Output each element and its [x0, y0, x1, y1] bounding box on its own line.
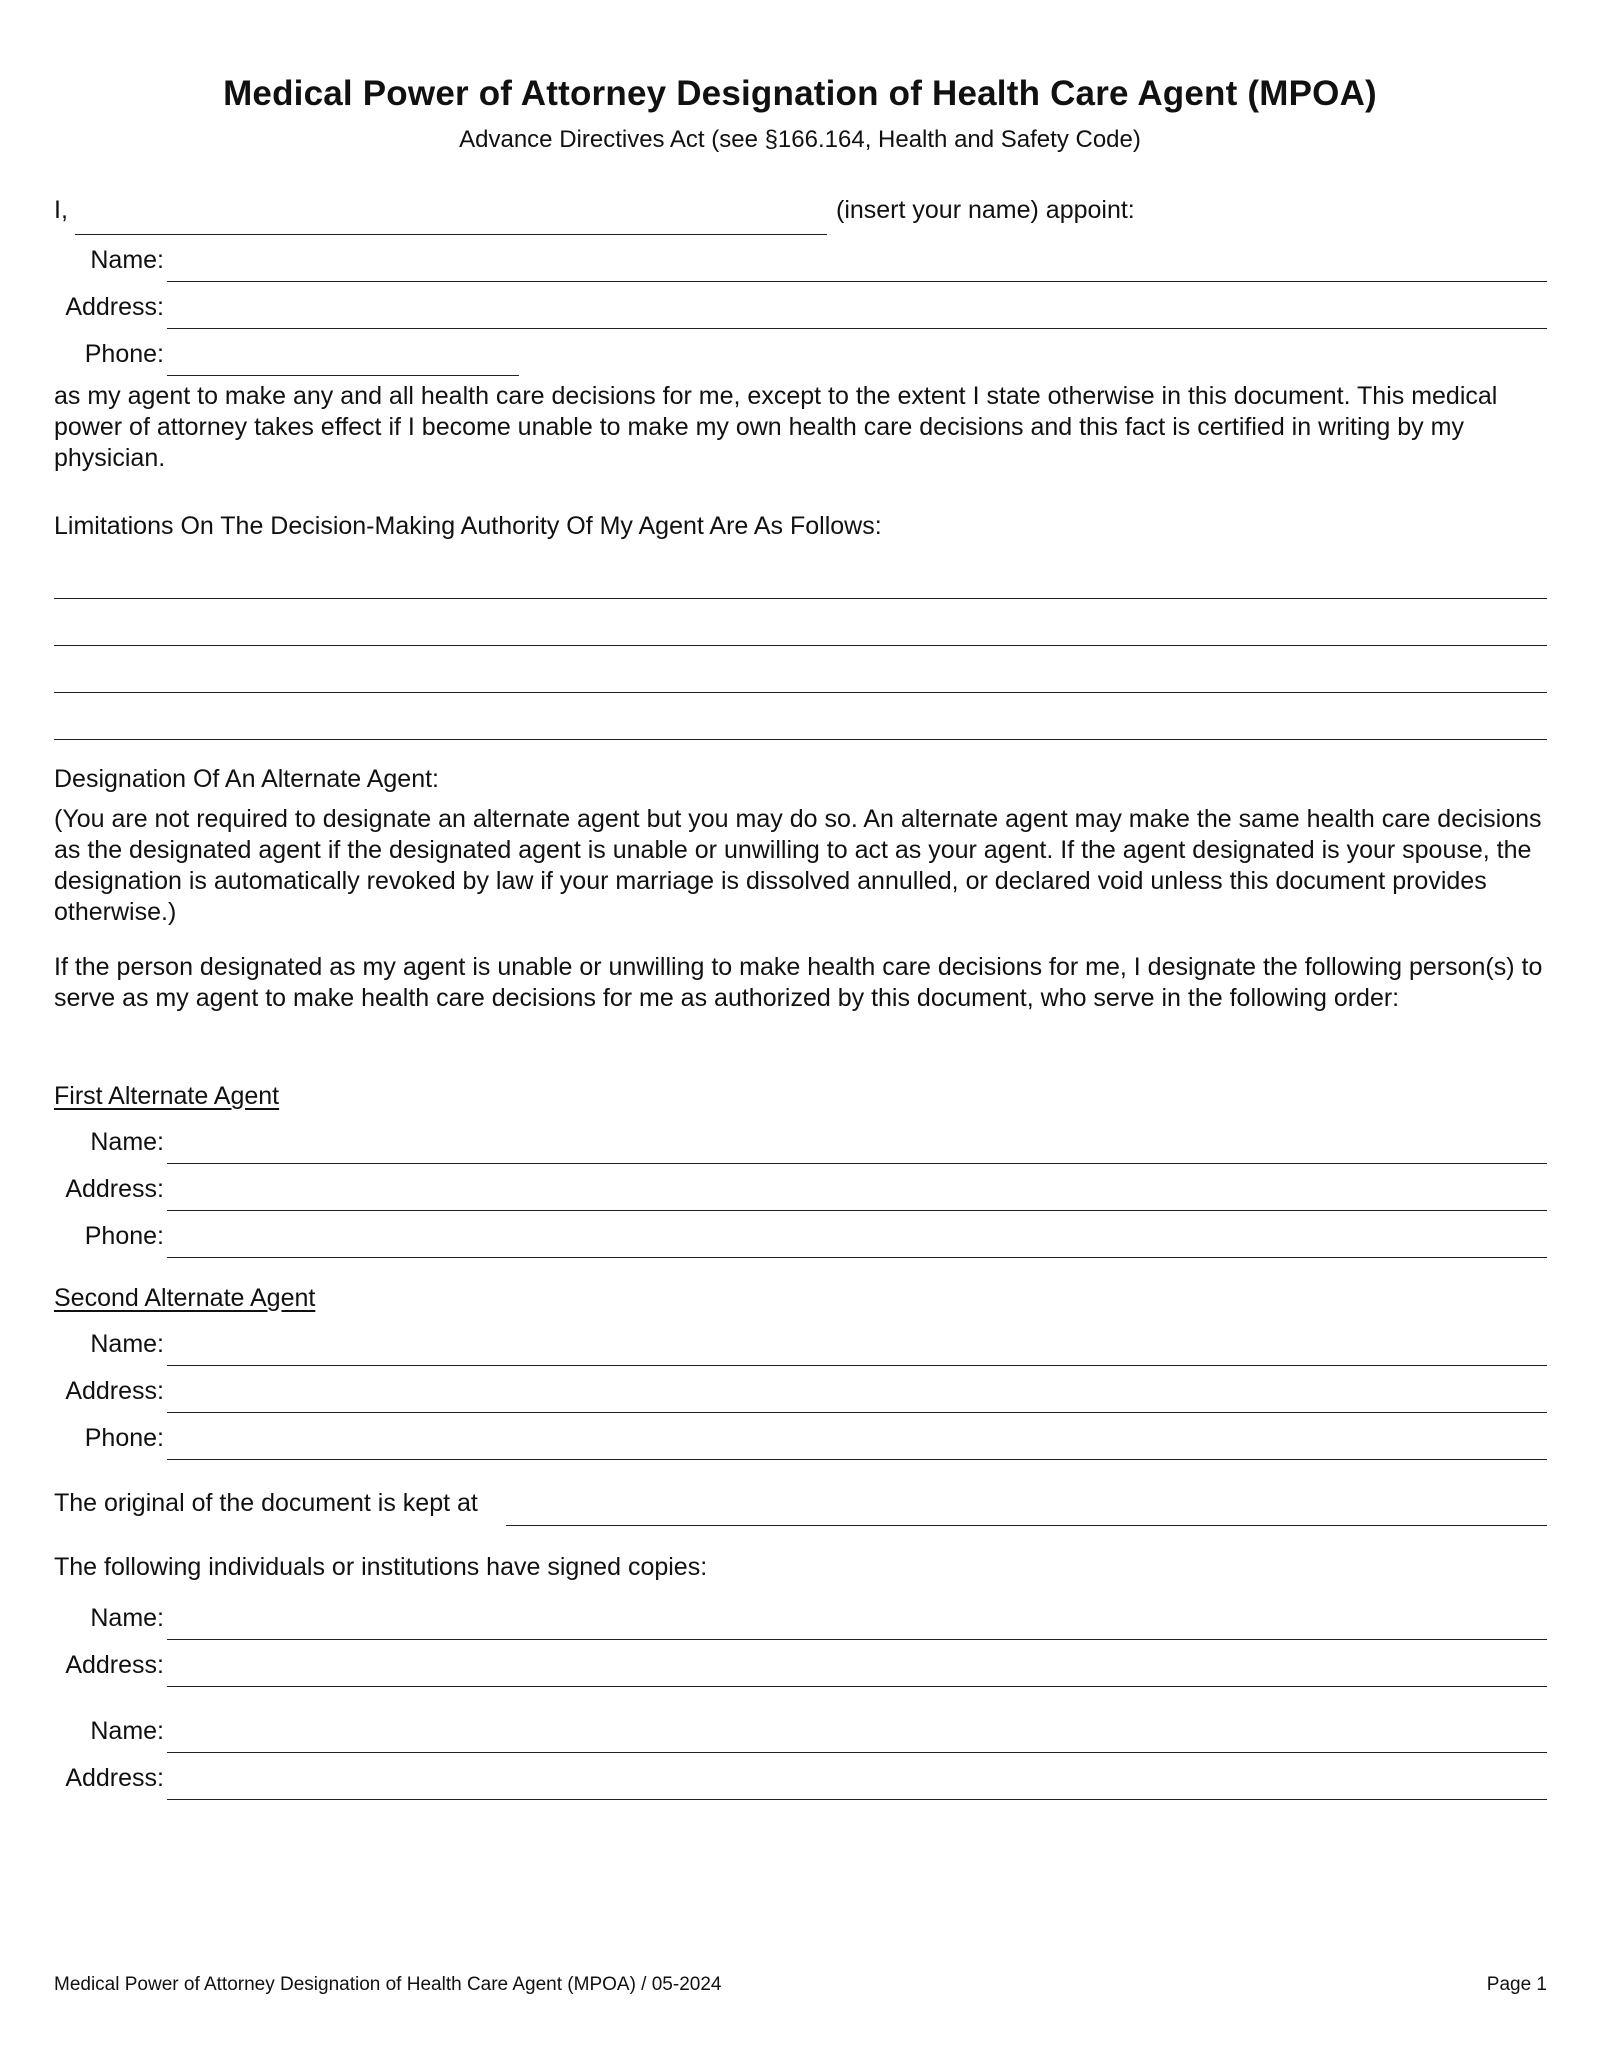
page-title: Medical Power of Attorney Designation of Health Care Agent (MPOA) [223, 74, 1377, 113]
first-alt-name-label: Name: [90, 1128, 164, 1156]
second-alt-address-label: Address: [65, 1377, 164, 1405]
original-kept-label: The original of the document is kept at [54, 1489, 478, 1517]
copy-2-name-label: Name: [90, 1717, 164, 1745]
original-location-field[interactable] [506, 1525, 1547, 1526]
first-alt-phone-label: Phone: [84, 1222, 164, 1250]
alternate-heading: Designation Of An Alternate Agent: [54, 765, 439, 793]
second-alt-phone-label: Phone: [84, 1424, 164, 1452]
second-alt-name-label: Name: [90, 1330, 164, 1358]
second-alt-phone-field[interactable] [167, 1459, 1547, 1460]
agent-authority-text: as my agent to make any and all health care decisions for me, except to the extent I state otherwise in this document. This medical power of attorney takes effect if I become unable to make my own health care decisions and this fact is certified in writing by my physician. [54, 382, 1498, 472]
limitations-line-3[interactable] [54, 692, 1547, 693]
copy-2-address-label: Address: [65, 1764, 164, 1792]
copy-1-address-field[interactable] [167, 1686, 1547, 1687]
copy-1-name-label: Name: [90, 1604, 164, 1632]
limitations-line-2[interactable] [54, 645, 1547, 646]
first-alternate-heading: First Alternate Agent [54, 1082, 280, 1110]
footer-page-number: Page 1 [1486, 1974, 1547, 1995]
principal-name-field[interactable] [75, 234, 827, 235]
copy-1-name-field[interactable] [167, 1639, 1547, 1640]
agent-name-label: Name: [90, 246, 164, 274]
agent-name-field[interactable] [167, 281, 1547, 282]
limitations-line-1[interactable] [54, 598, 1547, 599]
signed-copies-heading: The following individuals or institutions have signed copies: [54, 1553, 708, 1581]
alternate-instruction: If the person designated as my agent is unable or unwilling to make health care decisions for me, I designate the following person(s) to serve as my agent to make health care decisions for me as authorized by this document, who serve in the following order: [54, 953, 1543, 1012]
second-alternate-heading: Second Alternate Agent [54, 1284, 316, 1312]
first-alt-address-field[interactable] [167, 1210, 1547, 1211]
limitations-line-4[interactable] [54, 739, 1547, 740]
copy-1-address-label: Address: [65, 1651, 164, 1679]
copy-2-name-field[interactable] [167, 1752, 1547, 1753]
agent-phone-field[interactable] [167, 375, 519, 376]
first-alt-address-label: Address: [65, 1175, 164, 1203]
second-alt-name-field[interactable] [167, 1365, 1547, 1366]
footer-form-id: Medical Power of Attorney Designation of Health Care Agent (MPOA) / 05-2024 [54, 1974, 722, 1995]
appoint-prefix: I, [54, 196, 68, 224]
copy-2-address-field[interactable] [167, 1799, 1547, 1800]
limitations-heading: Limitations On The Decision-Making Authority Of My Agent Are As Follows: [54, 512, 882, 540]
insert-name-note: (insert your name) appoint: [836, 196, 1135, 224]
alternate-note: (You are not required to designate an alternate agent but you may do so. An alternate agent may make the same health care decisions as the designated agent if the designated agent is unable or unwilling to act as your agent. If the agent designated is your spouse, the designation is automatically revoked by law if your marriage is dissolved annulled, or declared void unless this document provides otherwise.) [54, 805, 1542, 926]
second-alt-address-field[interactable] [167, 1412, 1547, 1413]
page-subtitle: Advance Directives Act (see §166.164, Health and Safety Code) [459, 126, 1141, 153]
agent-address-label: Address: [65, 293, 164, 321]
agent-address-field[interactable] [167, 328, 1547, 329]
first-alt-phone-field[interactable] [167, 1257, 1547, 1258]
agent-phone-label: Phone: [84, 340, 164, 368]
first-alt-name-field[interactable] [167, 1163, 1547, 1164]
